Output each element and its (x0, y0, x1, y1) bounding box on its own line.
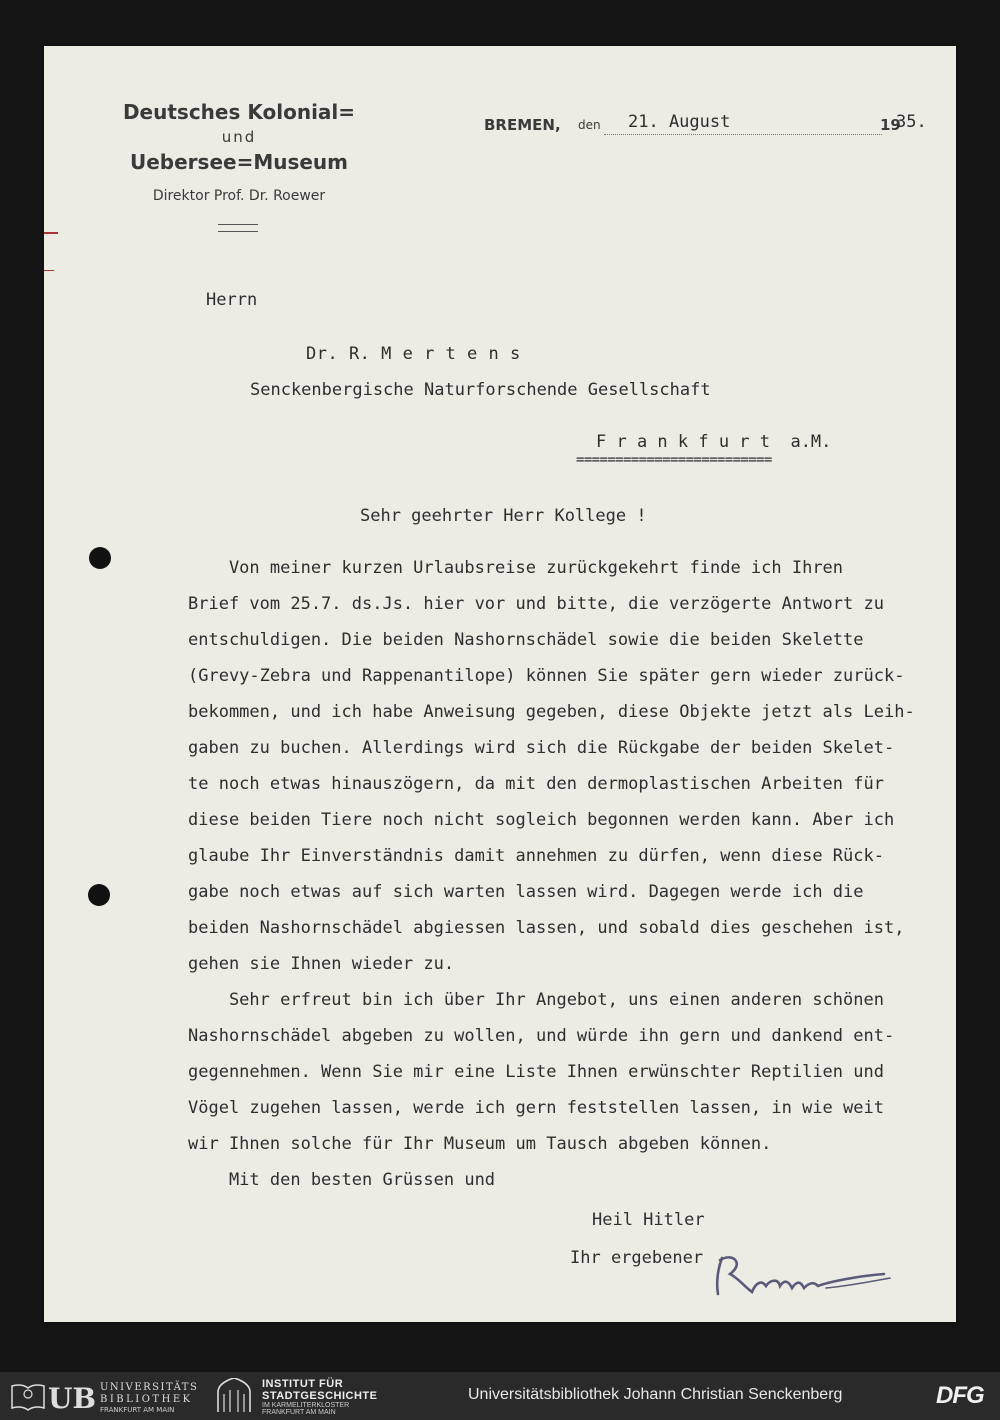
body-line: entschuldigen. Die beiden Nashornschädel sowie die beiden Skelette (188, 630, 864, 650)
body-line: diese beiden Tiere noch nicht sogleich begonnen werden kann. Aber ich (188, 810, 895, 830)
body-line: Nashornschädel abgeben zu wollen, und würde ihn gern und dankend ent- (188, 1026, 895, 1046)
book-icon (8, 1380, 48, 1414)
address-city-underline: ========================= (576, 452, 772, 468)
dateline (484, 112, 927, 140)
isg-line-3: IM KARMELITERKLOSTER (262, 1402, 350, 1409)
dateline-dotted-rule (604, 134, 882, 135)
isg-line-2: STADTGESCHICHTE (262, 1390, 378, 1402)
ub-logo (8, 1380, 198, 1414)
handwritten-signature (708, 1242, 898, 1306)
address-institution: Senckenbergische Naturforschende Gesellschaft (250, 380, 711, 400)
body-line: Mit den besten Grüssen und (188, 1170, 496, 1190)
edge-mark (44, 270, 54, 271)
body-line: gaben zu buchen. Allerdings wird sich die Rückgabe der beiden Skelet- (188, 738, 895, 758)
letterhead-line-4: Direktor Prof. Dr. Roewer (152, 188, 326, 204)
body-line: glaube Ihr Einverständnis damit annehmen zu dürfen, wenn diese Rück- (188, 846, 884, 866)
letter-page (44, 46, 956, 1322)
body-line: beiden Nashornschädel abgiessen lassen, und sobald dies geschehen ist, (188, 918, 905, 938)
ub-line-3: FRANKFURT AM MAIN (100, 1406, 175, 1414)
body-line: Vögel zugehen lassen, werde ich gern feststellen lassen, in wie weit (188, 1098, 884, 1118)
body-line: Brief vom 25.7. ds.Js. hier vor und bitte, die verzögerte Antwort zu (188, 594, 884, 614)
body-line: wir Ihnen solche für Ihr Museum um Tausch abgeben können. (188, 1134, 772, 1154)
ub-letters: UB (48, 1382, 97, 1415)
greeting: Sehr geehrter Herr Kollege ! (360, 506, 647, 526)
letterhead-line-3: Uebersee=Museum (129, 150, 349, 174)
body-line: Von meiner kurzen Urlaubsreise zurückgekehrt finde ich Ihren (188, 558, 844, 578)
body-line: Sehr erfreut bin ich über Ihr Angebot, uns einen anderen schönen (188, 990, 884, 1010)
body-line: gabe noch etwas auf sich warten lassen wird. Dagegen werde ich die (188, 882, 864, 902)
ub-line-2: BIBLIOTHEK (100, 1394, 193, 1405)
ub-line-1: UNIVERSITÄTS (100, 1382, 199, 1393)
dateline-den: den (578, 118, 601, 132)
footer-center-text: Universitätsbibliothek Johann Christian Senckenberg (468, 1386, 843, 1403)
footer-bar (0, 1372, 1000, 1420)
dateline-year-suffix: 35. (896, 112, 927, 132)
closing-ergebener: Ihr ergebener (570, 1248, 704, 1268)
body-line: gehen sie Ihnen wieder zu. (188, 954, 455, 974)
letterhead-divider (218, 224, 258, 232)
dfg-logo: DFG (936, 1382, 984, 1409)
body-line: bekommen, und ich habe Anweisung gegeben, diese Objekte jetzt als Leih- (188, 702, 915, 722)
closing-heil-hitler: Heil Hitler (592, 1210, 705, 1230)
address-name: Dr. R. M e r t e n s (306, 344, 521, 364)
punch-hole-bottom (88, 884, 110, 906)
dateline-year-prefix: 19 (880, 116, 901, 134)
dateline-day-month: 21. August (628, 112, 731, 132)
edge-mark (44, 232, 58, 234)
address-herrn: Herrn (206, 290, 258, 310)
address-city: F r a n k f u r t a.M. (596, 432, 832, 452)
body-line: (Grevy-Zebra und Rappenantilope) können Sie später gern wieder zurück- (188, 666, 905, 686)
letterhead-line-1: Deutsches Kolonial= (122, 100, 356, 124)
isg-line-4: FRANKFURT AM MAIN (262, 1409, 336, 1416)
arch-icon (214, 1378, 254, 1414)
letterhead-line-2: und (221, 128, 257, 146)
isg-logo (214, 1378, 404, 1416)
isg-line-1: INSTITUT FÜR (262, 1378, 344, 1390)
punch-hole-top (89, 547, 111, 569)
dateline-city: BREMEN, (484, 116, 561, 134)
body-line: te noch etwas hinauszögern, da mit den dermoplastischen Arbeiten für (188, 774, 884, 794)
body-line: gegennehmen. Wenn Sie mir eine Liste Ihnen erwünschter Reptilien und (188, 1062, 884, 1082)
